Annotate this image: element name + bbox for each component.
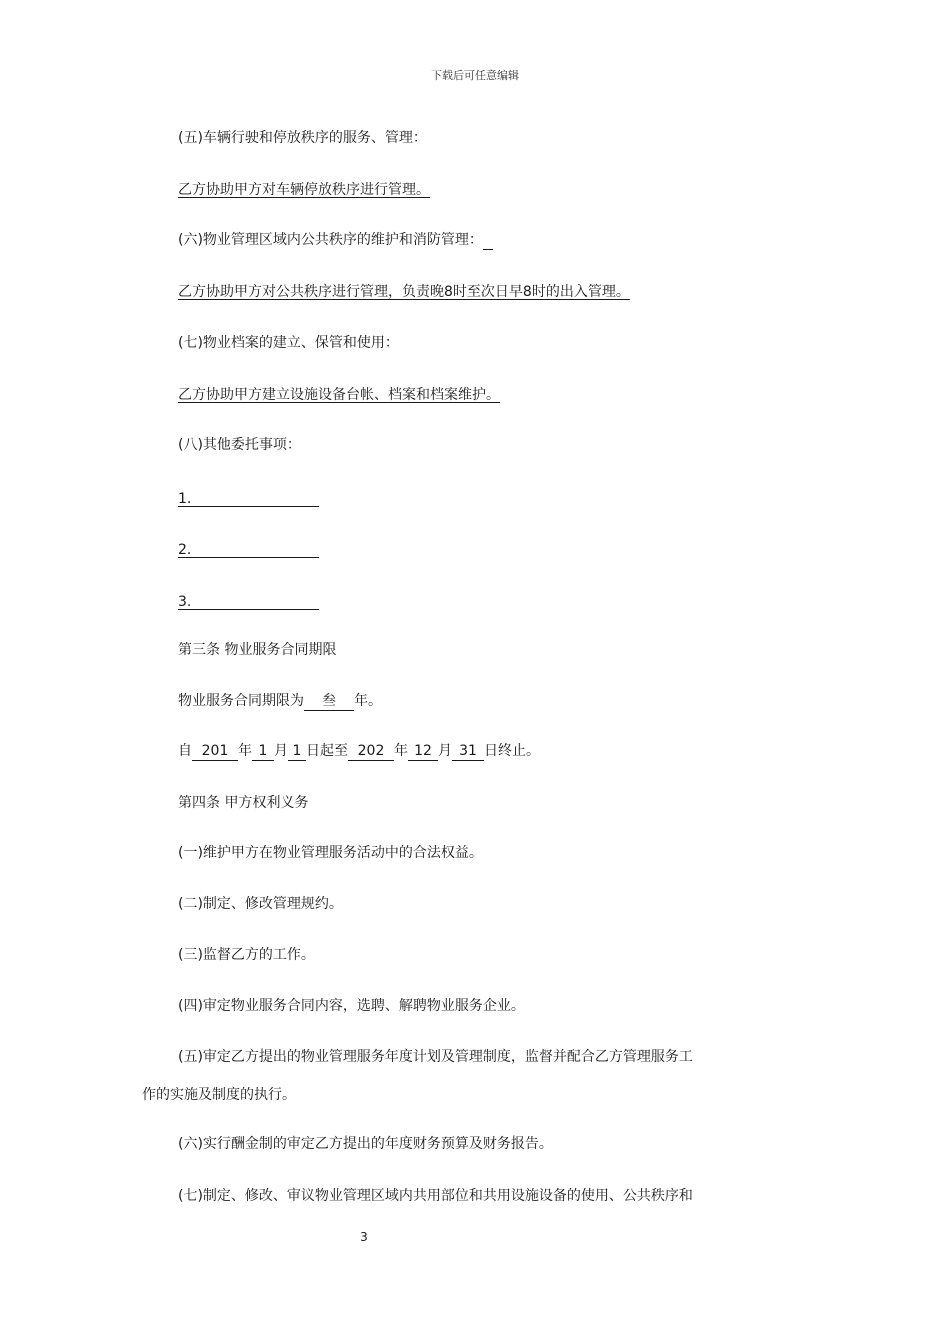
clause-7-heading: (七)物业档案的建立、保管和使用： [178,335,399,351]
blank-line [178,489,319,507]
contract-dates [178,741,540,761]
article-3-heading: 第三条 物业服务合同期限 [178,642,337,658]
other-item-2 [178,538,319,558]
other-item-1 [178,487,319,507]
date-from-label: 自 [178,743,192,759]
page-number: 3 [360,1230,368,1244]
date-end-label: 终止。 [498,743,540,759]
article-4-heading: 第四条 甲方权利义务 [178,795,309,811]
start-year: 201 [192,742,238,761]
right-7: (七)制定、修改、审议物业管理区域内共用部位和共用设施设备的使用、公共秩序和 [178,1188,693,1204]
blank-line [483,232,493,250]
year-label: 年 [238,743,252,759]
term-label: 物业服务合同期限为 [178,693,304,709]
right-5-line-2: 作的实施及制度的执行。 [142,1087,296,1103]
clause-6-heading-text: (六)物业管理区域内公共秩序的维护和消防管理： [178,232,483,248]
blank-line [178,592,319,610]
start-day: 1 [288,742,306,761]
clause-6-heading [178,230,493,250]
item-number: 1. [178,491,192,507]
other-item-3 [178,590,319,610]
end-month: 12 [408,742,438,761]
contract-term [178,691,382,711]
right-3: (三)监督乙方的工作。 [178,947,315,963]
clause-7-content: 乙方协助甲方建立设施设备台帐、档案和档案维护。 [178,387,500,403]
right-5-line-1: (五)审定乙方提出的物业管理服务年度计划及管理制度，监督并配合乙方管理服务工 [178,1049,693,1065]
page-header: 下载后可任意编辑 [431,69,519,82]
month-label: 月 [438,743,452,759]
right-1: (一)维护甲方在物业管理服务活动中的合法权益。 [178,845,483,861]
clause-5-heading: (五)车辆行驶和停放秩序的服务、管理： [178,130,427,146]
start-month: 1 [252,742,274,761]
day-label: 日 [484,743,498,759]
year-label: 年 [394,743,408,759]
clause-6-content: 乙方协助甲方对公共秩序进行管理，负责晚8时至次日早8时的出入管理。 [178,284,630,300]
right-4: (四)审定物业服务合同内容，选聘、解聘物业服务企业。 [178,998,525,1014]
item-number: 2. [178,542,192,558]
date-mid-label: 日起至 [306,743,348,759]
term-value: 叁 [304,692,354,711]
right-2: (二)制定、修改管理规约。 [178,896,343,912]
item-number: 3. [178,594,192,610]
blank-line [178,540,319,558]
term-unit: 年。 [354,693,382,709]
right-6: (六)实行酬金制的审定乙方提出的年度财务预算及财务报告。 [178,1136,553,1152]
end-year: 202 [348,742,394,761]
month-label: 月 [274,743,288,759]
clause-8-heading: (八)其他委托事项： [178,437,301,453]
end-day: 31 [452,742,484,761]
clause-5-content: 乙方协助甲方对车辆停放秩序进行管理。 [178,182,430,198]
